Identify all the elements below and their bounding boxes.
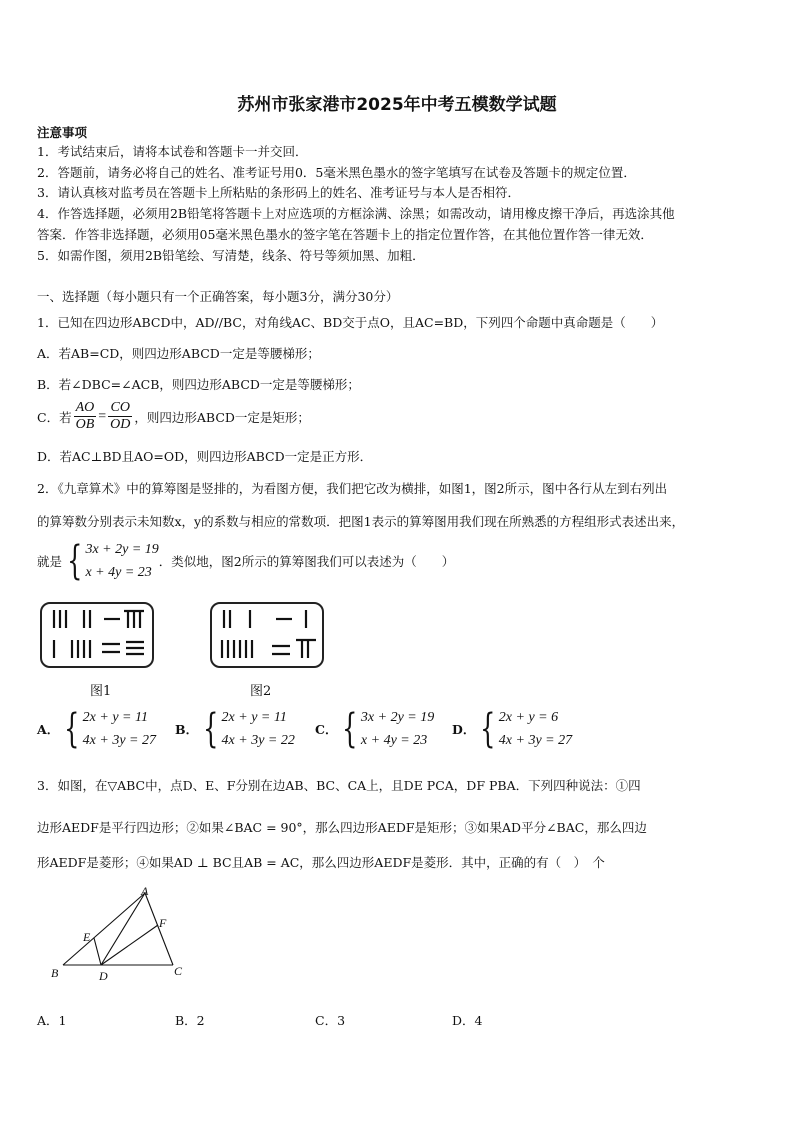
equation-2: 4x + 3y = 27 xyxy=(498,733,573,748)
option-label: C． xyxy=(315,722,338,737)
equation-2: 4x + 3y = 22 xyxy=(221,733,295,748)
equation-lines xyxy=(499,706,572,752)
equation-system xyxy=(475,706,572,752)
fraction-numerator: CO xyxy=(108,400,132,417)
notice-item-4: 4．作答选择题，必须用2B铅笔将答题卡上对应选项的方框涂满、涂黑；如需改动，请用橡皮擦干净后，再选涂其他 xyxy=(37,206,675,221)
fraction-numerator: AO xyxy=(75,400,95,415)
q1-option-b: B．若∠DBC=∠ACB，则四边形ABCD一定是等腰梯形； xyxy=(37,377,360,392)
fraction-ao-ob xyxy=(74,400,97,433)
equation-lines xyxy=(85,538,158,584)
q3-option-b: B．2 xyxy=(175,1013,205,1028)
q2-line-1: 2．《九章算术》中的算筹图是竖排的，为看图方便，我们把它改为横排，如图1，图2所示，图中各行从左到右列出 xyxy=(37,481,668,496)
q3-option-a: A．1 xyxy=(37,1013,67,1028)
fraction-denominator: OB xyxy=(75,417,95,432)
left-brace: { xyxy=(480,706,496,752)
equation-system xyxy=(198,706,295,752)
notice-item-5: 5．如需作图，须用2B铅笔绘、写清楚，线条、符号等须加黑、加粗． xyxy=(37,248,425,263)
q2-line-3-prefix: 就是 xyxy=(37,554,63,569)
option-label: D． xyxy=(452,722,476,737)
left-brace: { xyxy=(342,706,358,752)
label-b: B xyxy=(51,966,59,980)
equation-lines xyxy=(222,706,295,752)
q1-option-a: A．若AB=CD，则四边形ABCD一定是等腰梯形； xyxy=(37,346,320,361)
notice-item-4-cont: 答案．作答非选择题，必须用05毫米黑色墨水的签字笔在答题卡上的指定位置作答，在其他位置作答一律无效． xyxy=(37,227,653,242)
q2-option-a xyxy=(37,706,156,752)
figure-2-caption: 图2 xyxy=(250,684,272,699)
equation-system xyxy=(59,706,156,752)
triangle-figure xyxy=(45,885,205,985)
equation-1: 2x + y = 11 xyxy=(221,710,287,725)
q2-option-d xyxy=(452,706,572,752)
notice-item-1: 1．考试结束后，请将本试卷和答题卡一并交回． xyxy=(37,144,308,159)
notice-heading: 注意事项 xyxy=(37,125,88,140)
left-brace: { xyxy=(67,538,83,584)
segment-df xyxy=(101,925,158,965)
q3-line-1: 3．如图，在▽ABC中，点D、E、F分别在边AB、BC、CA上，且DE PCA，DF PBA．下列四种说法：①四 xyxy=(37,778,641,793)
q2-line-3 xyxy=(37,538,454,584)
q1-option-c-prefix: C．若 xyxy=(37,409,72,425)
fraction-co-od xyxy=(108,400,132,433)
figure-2 xyxy=(210,602,324,668)
notice-item-3: 3．请认真核对监考员在答题卡上所粘贴的条形码上的姓名、准考证号与本人是否相符． xyxy=(37,185,520,200)
q2-line-2: 的算筹数分别表示未知数x，y的系数与相应的常数项．把图1表示的算筹图用我们现在所熟悉的方程组形式表述出来， xyxy=(37,514,685,529)
fraction-denominator: OD xyxy=(110,417,131,432)
q3-line-3: 形AEDF是菱形；④如果AD ⊥ BC且AB = AC，那么四边形AEDF是菱形．其中，正确的有（ ） 个 xyxy=(37,855,605,870)
figure-1-rods xyxy=(40,602,154,668)
label-c: C xyxy=(174,964,183,978)
q3-option-d: D．4 xyxy=(452,1013,483,1028)
left-brace: { xyxy=(64,706,80,752)
q1-stem: 1．已知在四边形ABCD中，AD//BC，对角线AC、BD交于点O，且AC=BD，下列四个命题中真命题是（ ） xyxy=(37,315,664,330)
notice-item-2: 2．答题前，请务必将自己的姓名、准考证号用0．5毫米黑色墨水的签字笔填写在试卷及答题卡的规定位置． xyxy=(37,165,636,180)
q1-option-c-suffix: ，则四边形ABCD一定是矩形； xyxy=(134,409,310,425)
q2-option-b xyxy=(175,706,295,752)
figure-2-rods xyxy=(210,602,324,668)
equation-1: 2x + y = 11 xyxy=(82,710,148,725)
segment-de xyxy=(94,938,101,965)
figure-1 xyxy=(40,602,154,668)
label-e: E xyxy=(83,930,91,944)
equation-2: x + 4y = 23 xyxy=(85,565,152,580)
q1-option-d: D．若AC⊥BD且AO=OD，则四边形ABCD一定是正方形． xyxy=(37,449,373,464)
left-brace: { xyxy=(203,706,219,752)
q1-option-c xyxy=(37,400,310,433)
side-ab xyxy=(63,893,145,965)
segment-ad xyxy=(101,893,145,965)
option-label: A． xyxy=(37,722,60,737)
equation-lines xyxy=(83,706,156,752)
label-f: F xyxy=(159,916,167,930)
equation-2: x + 4y = 23 xyxy=(360,733,428,748)
q2-option-c xyxy=(315,706,434,752)
label-d: D xyxy=(99,969,108,983)
option-label: B． xyxy=(175,722,199,737)
q3-line-2: 边形AEDF是平行四边形；②如果∠BAC = 90°，那么四边形AEDF是矩形；③如果AD平分∠BAC，那么四边 xyxy=(37,820,647,835)
section-heading: 一、选择题（每小题只有一个正确答案，每小题3分，满分30分） xyxy=(37,289,399,304)
equation-lines xyxy=(361,706,434,752)
label-a: A xyxy=(141,885,149,898)
equation-1: 3x + 2y = 19 xyxy=(360,710,435,725)
equation-system xyxy=(337,706,434,752)
equation-system xyxy=(62,538,159,584)
q3-option-c: C．3 xyxy=(315,1013,346,1028)
q2-line-3-suffix: ．类似地，图2所示的算筹图我们可以表述为（ ） xyxy=(158,554,455,569)
equation-2: 4x + 3y = 27 xyxy=(82,733,156,748)
equals-sign: = xyxy=(98,408,107,424)
figure-1-caption: 图1 xyxy=(90,684,112,699)
equation-1: 3x + 2y = 19 xyxy=(85,542,159,557)
page-title: 苏州市张家港市2025年中考五模数学试题 xyxy=(237,95,557,115)
equation-1: 2x + y = 6 xyxy=(498,710,559,725)
